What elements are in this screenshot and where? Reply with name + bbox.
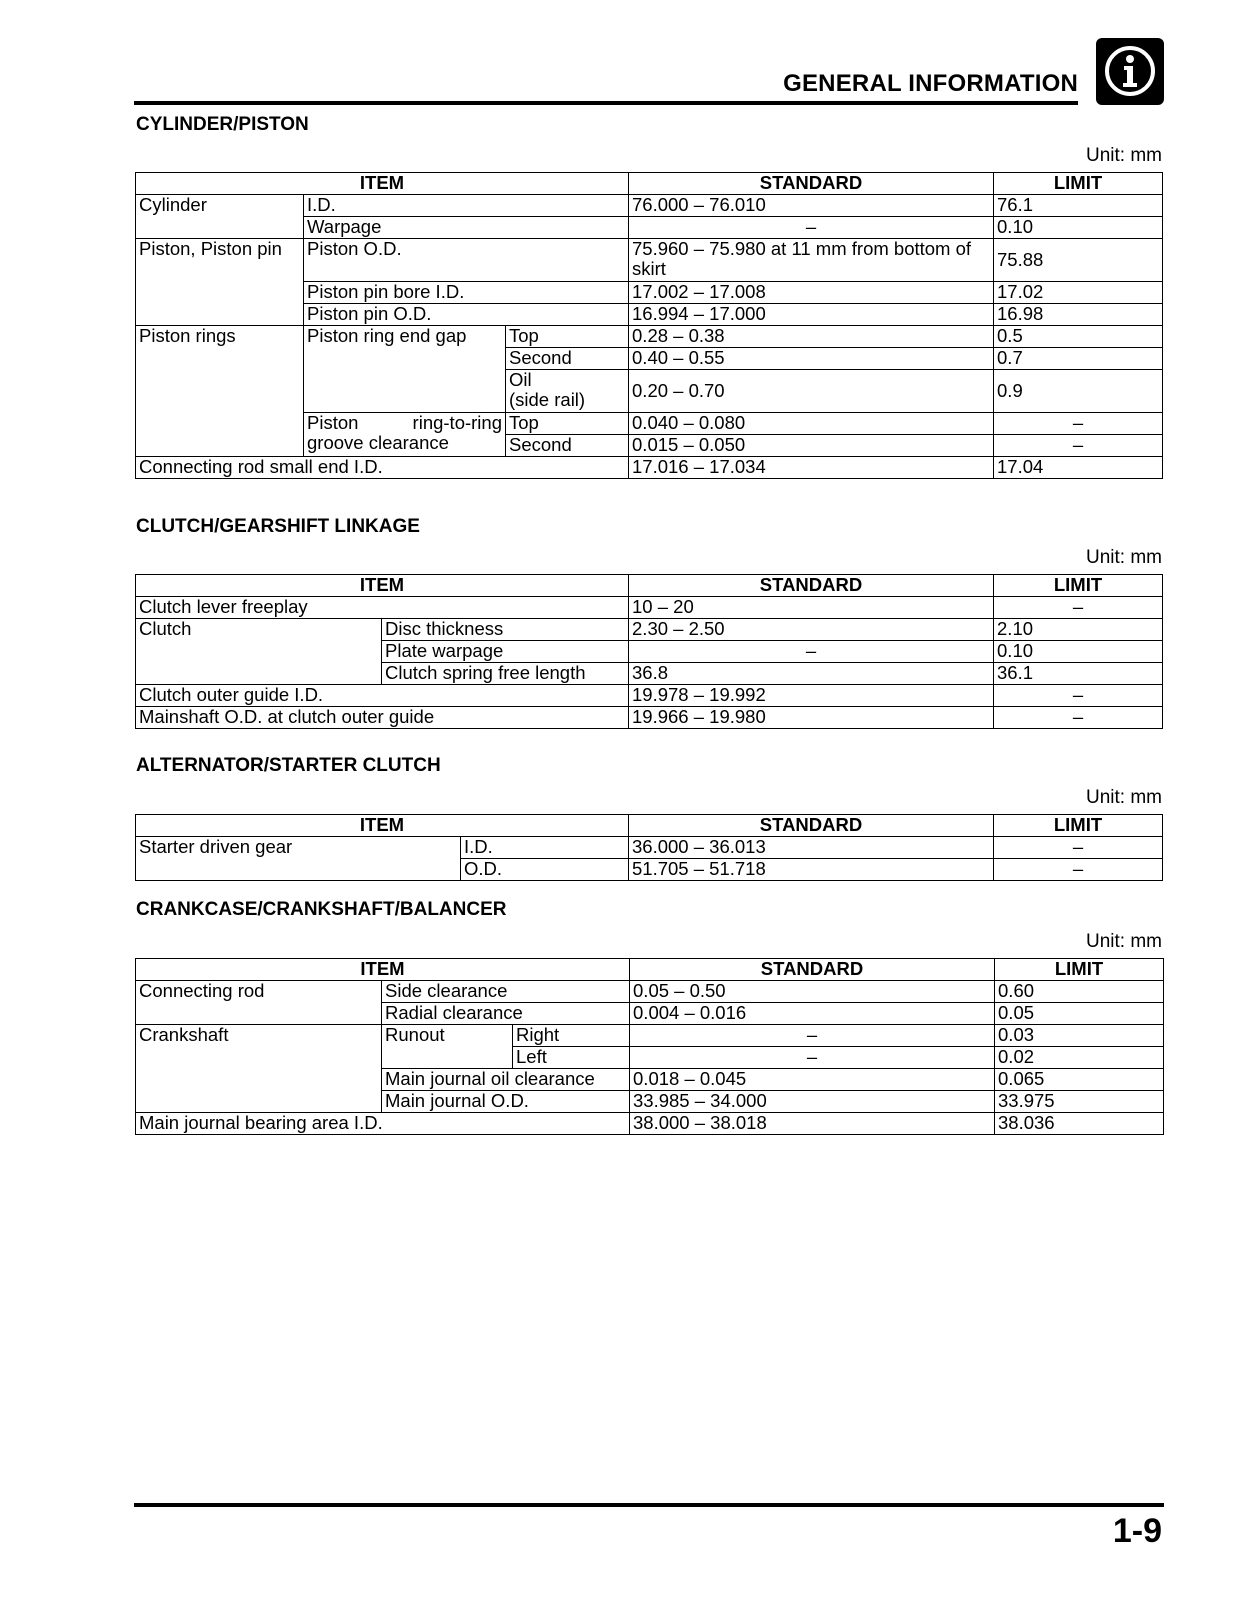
header-standard: STANDARD xyxy=(629,173,994,195)
header-item: ITEM xyxy=(136,959,630,981)
header-standard: STANDARD xyxy=(629,575,994,597)
standard-cell: 0.28 – 0.38 xyxy=(629,326,994,348)
row-label: Piston rings xyxy=(136,326,304,457)
header-rule xyxy=(134,101,1078,105)
table-header-row xyxy=(136,173,1163,195)
footer-rule xyxy=(134,1503,1164,1507)
sub-item-line: Oil xyxy=(509,369,532,390)
header-standard: STANDARD xyxy=(630,959,995,981)
row-label: Cylinder xyxy=(136,195,304,239)
item-cell: Clutch lever freeplay xyxy=(136,597,629,619)
limit-cell: 75.88 xyxy=(994,239,1163,282)
standard-cell: 17.016 – 17.034 xyxy=(629,457,994,479)
item-cell: Clutch spring free length xyxy=(382,663,629,685)
header-limit: LIMIT xyxy=(994,815,1163,837)
limit-cell: – xyxy=(994,685,1163,707)
standard-cell: 2.30 – 2.50 xyxy=(629,619,994,641)
info-icon xyxy=(1096,38,1164,105)
limit-cell: 17.02 xyxy=(994,282,1163,304)
item-cell: Runout xyxy=(382,1025,513,1069)
standard-cell: 0.015 – 0.050 xyxy=(629,435,994,457)
table-row xyxy=(136,1113,1164,1135)
item-cell: Disc thickness xyxy=(382,619,629,641)
table-row xyxy=(136,685,1163,707)
item-cell: Piston pin O.D. xyxy=(304,304,629,326)
sub-item-cell: Left xyxy=(513,1047,630,1069)
table-row xyxy=(136,457,1163,479)
standard-cell: 0.018 – 0.045 xyxy=(630,1069,995,1091)
standard-cell: 33.985 – 34.000 xyxy=(630,1091,995,1113)
limit-cell: – xyxy=(994,413,1163,435)
table-row xyxy=(136,619,1163,641)
sub-item-cell: Top xyxy=(506,413,629,435)
item-cell: Side clearance xyxy=(382,981,630,1003)
unit-label: Unit: mm xyxy=(1086,547,1162,568)
standard-cell: 0.20 – 0.70 xyxy=(629,370,994,413)
limit-cell: – xyxy=(994,597,1163,619)
header-standard: STANDARD xyxy=(629,815,994,837)
standard-cell: – xyxy=(629,641,994,663)
item-cell: Mainshaft O.D. at clutch outer guide xyxy=(136,707,629,729)
limit-cell: – xyxy=(994,859,1163,881)
standard-cell: – xyxy=(630,1047,995,1069)
standard-cell: 0.40 – 0.55 xyxy=(629,348,994,370)
section-title-crankcase: CRANKCASE/CRANKSHAFT/BALANCER xyxy=(136,899,507,920)
sub-item-cell: Right xyxy=(513,1025,630,1047)
row-label: Clutch xyxy=(136,619,382,685)
header-limit: LIMIT xyxy=(994,575,1163,597)
standard-cell: 0.004 – 0.016 xyxy=(630,1003,995,1025)
item-cell: Plate warpage xyxy=(382,641,629,663)
table-header-row xyxy=(136,575,1163,597)
item-cell: Piston pin bore I.D. xyxy=(304,282,629,304)
alternator-table xyxy=(135,814,1163,881)
sub-item-cell: Second xyxy=(506,435,629,457)
header-item: ITEM xyxy=(136,815,629,837)
sub-item-cell: Second xyxy=(506,348,629,370)
header-limit: LIMIT xyxy=(995,959,1164,981)
limit-cell: 17.04 xyxy=(994,457,1163,479)
item-word: Piston xyxy=(307,412,359,433)
item-line: groove clearance xyxy=(307,432,449,453)
item-cell: Clutch outer guide I.D. xyxy=(136,685,629,707)
sub-item-cell: Top xyxy=(506,326,629,348)
standard-cell: 0.040 – 0.080 xyxy=(629,413,994,435)
limit-cell: 0.03 xyxy=(995,1025,1164,1047)
header-item: ITEM xyxy=(136,575,629,597)
table-row xyxy=(136,837,1163,859)
item-cell: Main journal bearing area I.D. xyxy=(136,1113,630,1135)
limit-cell: 76.1 xyxy=(994,195,1163,217)
limit-cell: 0.9 xyxy=(994,370,1163,413)
limit-cell: 33.975 xyxy=(995,1091,1164,1113)
table-row xyxy=(136,195,1163,217)
section-title-cylinder-piston: CYLINDER/PISTON xyxy=(136,114,309,135)
row-label: Crankshaft xyxy=(136,1025,382,1113)
standard-cell: 10 – 20 xyxy=(629,597,994,619)
page-number: 1-9 xyxy=(1112,1512,1162,1550)
item-cell xyxy=(304,413,506,457)
item-cell: Radial clearance xyxy=(382,1003,630,1025)
table-row xyxy=(136,1025,1164,1047)
standard-cell: – xyxy=(629,217,994,239)
item-cell: Main journal O.D. xyxy=(382,1091,630,1113)
table-header-row xyxy=(136,815,1163,837)
page-header-title: GENERAL INFORMATION xyxy=(783,70,1078,97)
limit-cell: 2.10 xyxy=(994,619,1163,641)
limit-cell: 0.10 xyxy=(994,641,1163,663)
limit-cell: 0.5 xyxy=(994,326,1163,348)
standard-cell: 16.994 – 17.000 xyxy=(629,304,994,326)
standard-cell: 17.002 – 17.008 xyxy=(629,282,994,304)
unit-label: Unit: mm xyxy=(1086,931,1162,952)
standard-cell: 38.000 – 38.018 xyxy=(630,1113,995,1135)
cylinder-piston-table xyxy=(135,172,1163,479)
standard-cell: 75.960 – 75.980 at 11 mm from bottom of skirt xyxy=(629,239,994,282)
row-label: Piston, Piston pin xyxy=(136,239,304,326)
table-header-row xyxy=(136,959,1164,981)
limit-cell: 0.7 xyxy=(994,348,1163,370)
limit-cell: – xyxy=(994,837,1163,859)
unit-label: Unit: mm xyxy=(1086,145,1162,166)
standard-cell: 76.000 – 76.010 xyxy=(629,195,994,217)
section-title-clutch: CLUTCH/GEARSHIFT LINKAGE xyxy=(136,516,420,537)
limit-cell: – xyxy=(994,435,1163,457)
header-limit: LIMIT xyxy=(994,173,1163,195)
sub-item-cell xyxy=(506,370,629,413)
limit-cell: 0.10 xyxy=(994,217,1163,239)
table-row xyxy=(136,597,1163,619)
clutch-table xyxy=(135,574,1163,729)
table-row xyxy=(136,981,1164,1003)
table-row xyxy=(136,326,1163,348)
limit-cell: 0.02 xyxy=(995,1047,1164,1069)
unit-label: Unit: mm xyxy=(1086,787,1162,808)
crankcase-table xyxy=(135,958,1164,1135)
item-cell: I.D. xyxy=(304,195,629,217)
item-cell: Main journal oil clearance xyxy=(382,1069,630,1091)
item-cell: Piston ring end gap xyxy=(304,326,506,413)
limit-cell: 16.98 xyxy=(994,304,1163,326)
standard-cell: – xyxy=(630,1025,995,1047)
sub-item-line: (side rail) xyxy=(509,389,586,410)
standard-cell: 36.8 xyxy=(629,663,994,685)
standard-cell: 19.966 – 19.980 xyxy=(629,707,994,729)
header-item: ITEM xyxy=(136,173,629,195)
limit-cell: 0.60 xyxy=(995,981,1164,1003)
item-line xyxy=(307,413,502,433)
item-cell: Warpage xyxy=(304,217,629,239)
limit-cell: 0.065 xyxy=(995,1069,1164,1091)
row-label: Connecting rod xyxy=(136,981,382,1025)
limit-cell: 0.05 xyxy=(995,1003,1164,1025)
table-row xyxy=(136,239,1163,282)
standard-cell: 51.705 – 51.718 xyxy=(629,859,994,881)
table-row xyxy=(136,707,1163,729)
limit-cell: 36.1 xyxy=(994,663,1163,685)
row-label: Starter driven gear xyxy=(136,837,461,881)
section-title-alternator: ALTERNATOR/STARTER CLUTCH xyxy=(136,755,441,776)
standard-cell: 19.978 – 19.992 xyxy=(629,685,994,707)
item-cell: Piston O.D. xyxy=(304,239,629,282)
limit-cell: 38.036 xyxy=(995,1113,1164,1135)
item-cell: Connecting rod small end I.D. xyxy=(136,457,629,479)
standard-cell: 0.05 – 0.50 xyxy=(630,981,995,1003)
limit-cell: – xyxy=(994,707,1163,729)
item-cell: O.D. xyxy=(461,859,629,881)
standard-cell: 36.000 – 36.013 xyxy=(629,837,994,859)
item-word: ring-to-ring xyxy=(412,412,502,433)
item-cell: I.D. xyxy=(461,837,629,859)
